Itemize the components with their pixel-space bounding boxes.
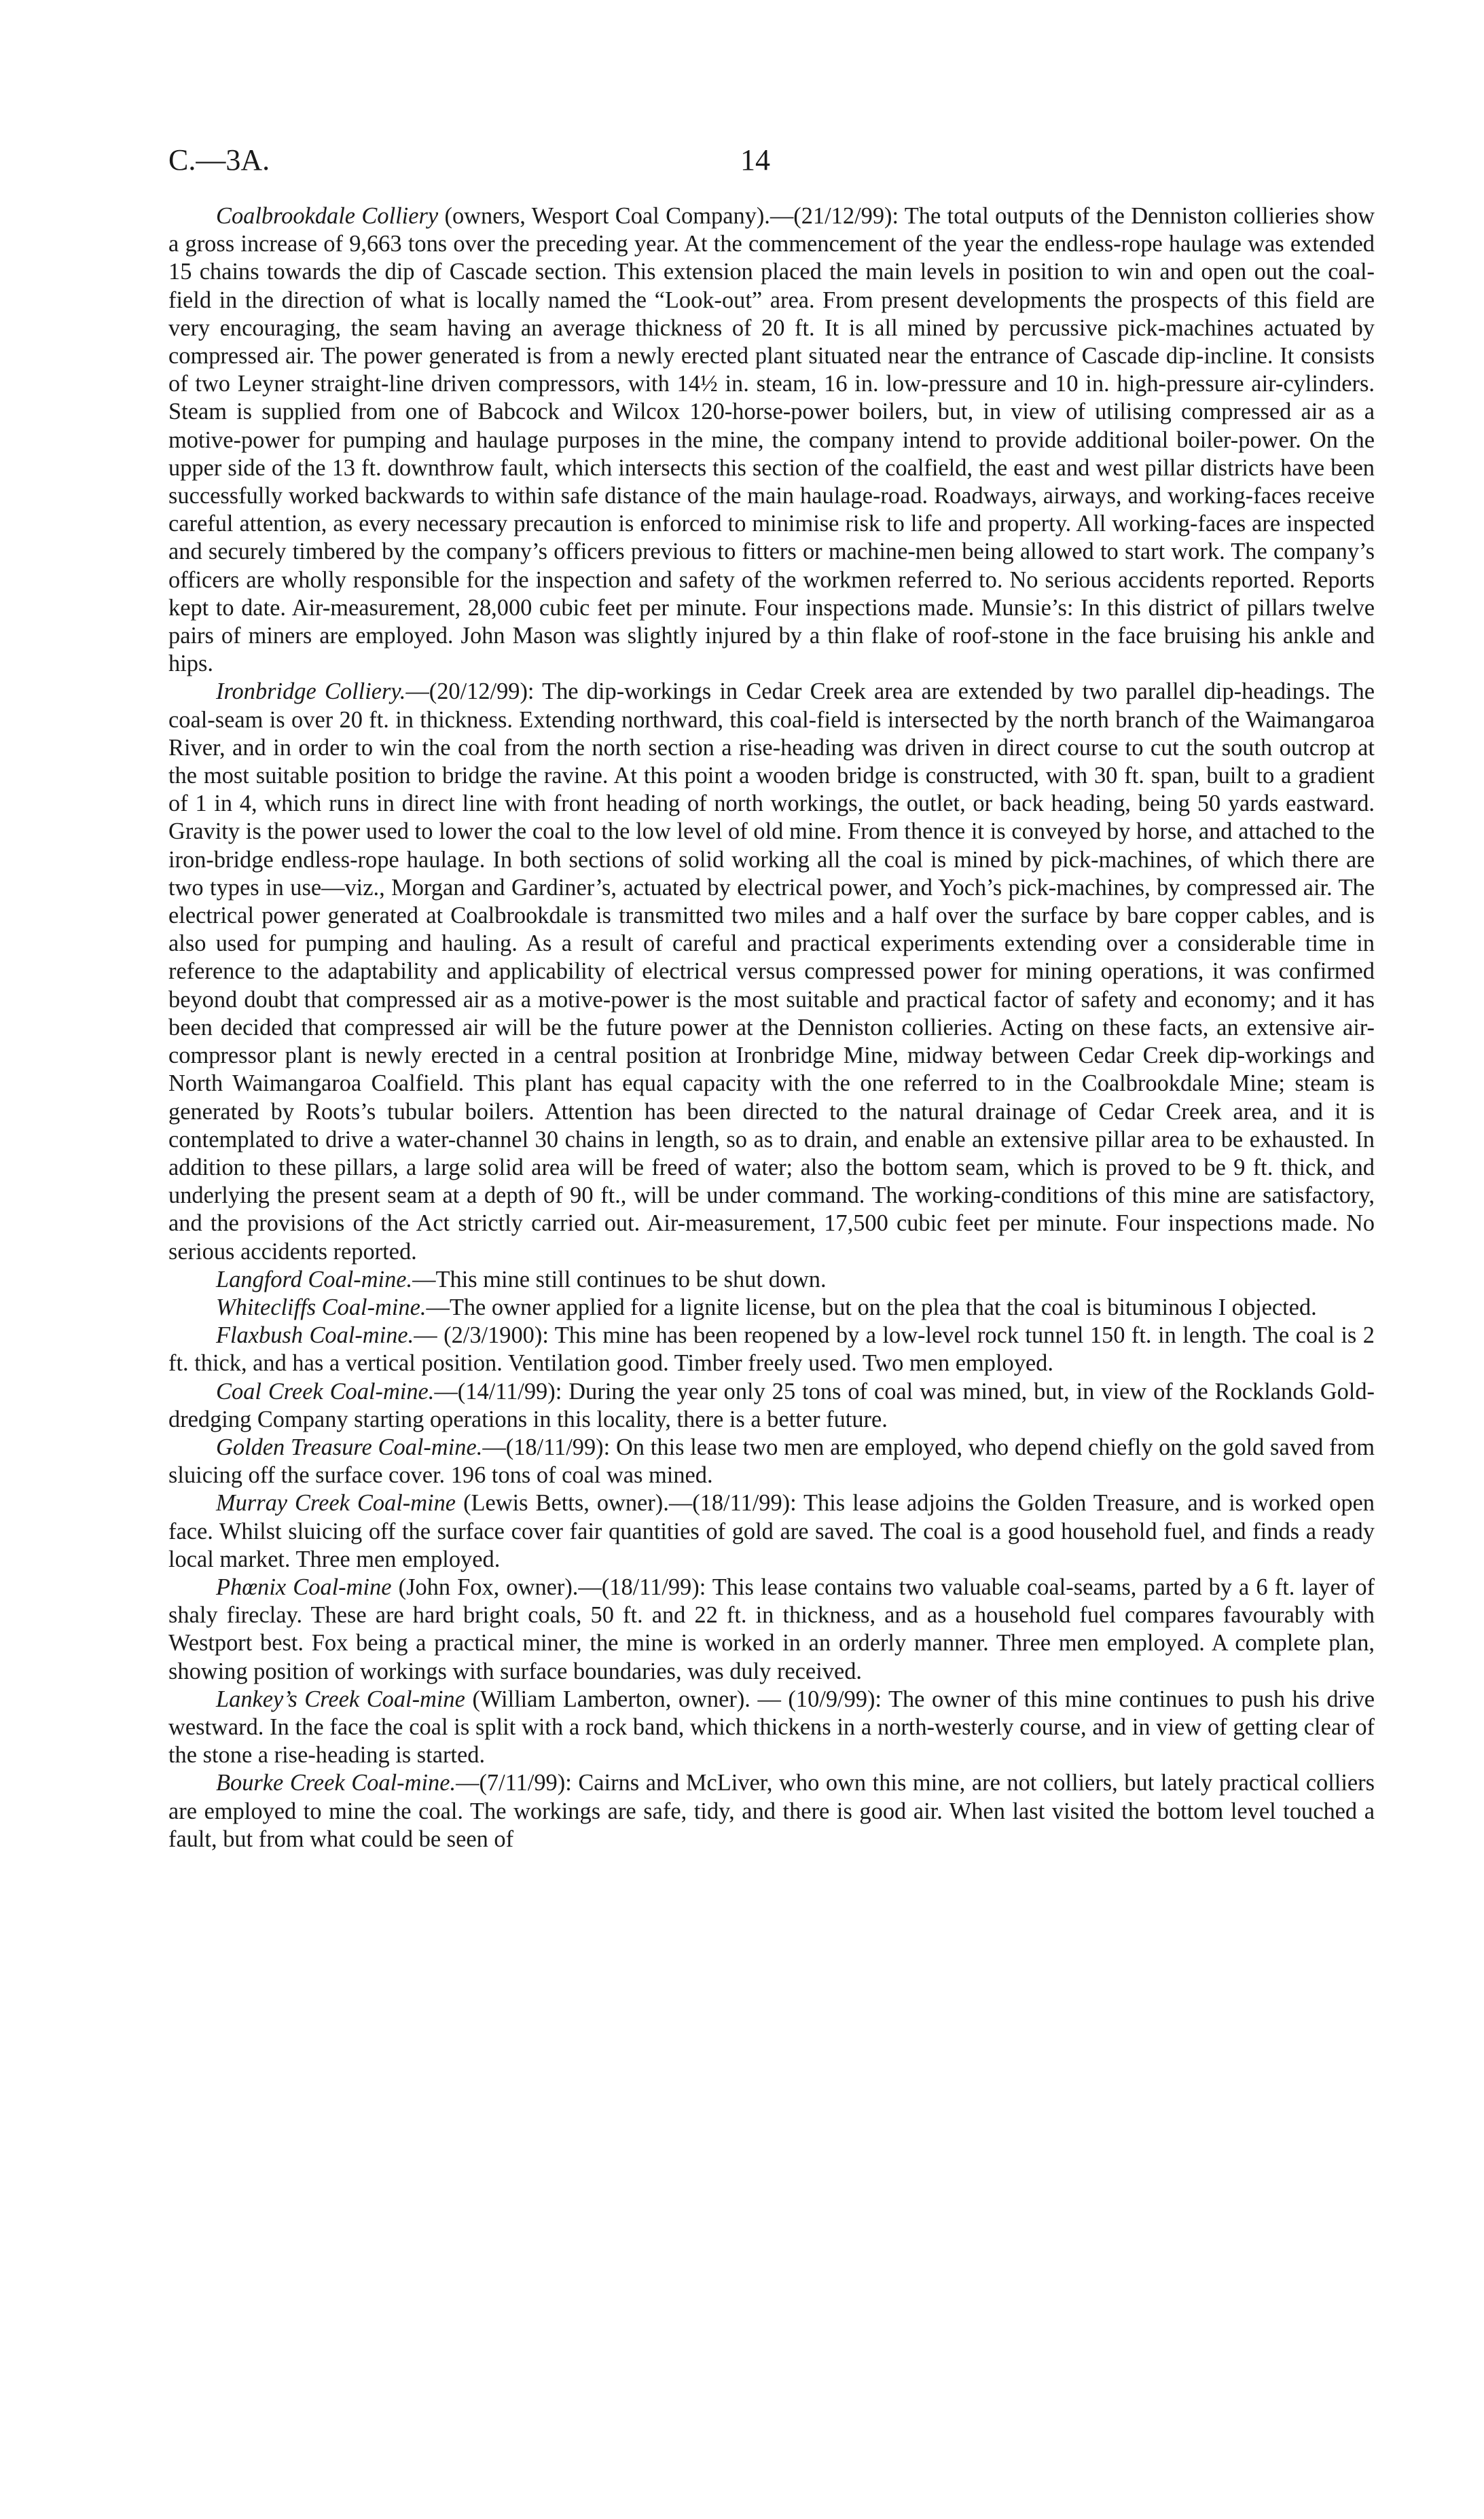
- paragraph-body: —This mine still continues to be shut down.: [412, 1266, 827, 1292]
- page-header: [168, 143, 1377, 183]
- page-number: 14: [740, 143, 770, 177]
- paragraph-coal-creek: [168, 1378, 1375, 1434]
- paragraph-body: (Lewis Betts, owner).—(18/11/99): This lease adjoins the Golden Treasure, and is worked open face. Whilst sluicing off the surface cover fair quantities of gold are saved. The coal is a good household fuel, and finds a ready local market. Three men employed.: [168, 1490, 1375, 1572]
- paragraph-title: Lankey’s Creek Coal-mine: [216, 1686, 465, 1712]
- paragraph-body: —(18/11/99): On this lease two men are employed, who depend chiefly on the gold saved from sluicing off the surface cover. 196 tons of coal was mined.: [168, 1434, 1375, 1489]
- paragraph-title: Golden Treasure Coal-mine.: [216, 1434, 483, 1460]
- paragraph-flaxbush: [168, 1322, 1375, 1377]
- paragraph-body: —The owner applied for a lignite license, but on the plea that the coal is bituminous I objected.: [426, 1294, 1317, 1320]
- document-code: C.—3A.: [168, 143, 270, 177]
- paragraph-phoenix: [168, 1574, 1375, 1686]
- paragraph-title: Bourke Creek Coal-mine.: [216, 1770, 456, 1796]
- paragraph-title: Murray Creek Coal-mine: [216, 1490, 456, 1517]
- paragraph-bourke-creek: [168, 1769, 1375, 1853]
- paragraph-title: Coal Creek Coal-mine.: [216, 1378, 435, 1405]
- paragraph-coalbrookdale: [168, 202, 1375, 678]
- paragraph-golden-treasure: [168, 1434, 1375, 1489]
- paragraph-body: (William Lamberton, owner). — (10/9/99): The owner of this mine continues to push his drive westward. In the face the coal is split with a rock band, which thickens in a north-westerly course, and in view of getting clear of the stone a rise-heading is started.: [168, 1686, 1375, 1769]
- paragraph-title: Phœnix Coal-mine: [216, 1574, 392, 1600]
- paragraph-lankeys-creek: [168, 1686, 1375, 1770]
- paragraph-body: —(20/12/99): The dip-workings in Cedar Creek area are extended by two parallel dip-headings. The coal-seam is over 20 ft. in thickness. Extending northward, this coal-field is intersected by the north branch of the Waimangaroa River, and in order to win the coal from the north section a rise-heading was driven in direct course to cut the south outcrop at the most suitable position to bridge the ravine. At this point a wooden bridge is constructed, with 30 ft. span, built to a gradient of 1 in 4, which runs in direct line with front heading of north workings, the outlet, or back heading, being 50 yards eastward. Gravity is the power used to lower the coal to the low level of old mine. From thence it is conveyed by horse, and attached to the iron-bridge endless-rope haulage. In both sections of solid working all the coal is mined by pick-machines, of which there are two types in use—viz., Morgan and Gardiner’s, actuated by electrical power, and Yoch’s pick-machines, by compressed air. The electrical power generated at Coalbrookdale is transmitted two miles and a half over the surface by bare copper cables, and is also used for pumping and hauling. As a result of careful and practical experiments extending over a considerable time in reference to the adaptability and applicability of electrical versus compressed power for mining operations, it was confirmed beyond doubt that compressed air as a motive-power is the most suitable and practical factor of safety and economy; and it has been decided that compressed air will be the future power at the Denniston collieries. Acting on these facts, an extensive air-compressor plant is newly erected in a central position at Ironbridge Mine, midway between Cedar Creek dip-workings and North Waimangaroa Coalfield. This plant has equal capacity with the one referred to in the Coalbrookdale Mine; steam is generated by Roots’s tubular boilers. Attention has been directed to the natural drainage of Cedar Creek area, and it is contemplated to drive a water-channel 30 chains in length, so as to drain, and enable an extensive pillar area to be exhausted. In addition to these pillars, a large solid area will be freed of water; also the bottom seam, which is proved to be 9 ft. thick, and underlying the present seam at a depth of 90 ft., will be under command. The working-conditions of this mine are satisfactory, and the provisions of the Act strictly carried out. Air-measurement, 17,500 cubic feet per minute. Four inspections made. No serious accidents reported.: [168, 678, 1375, 1265]
- paragraph-title: Whitecliffs Coal-mine.: [216, 1294, 427, 1320]
- paragraph-title: Ironbridge Colliery.: [216, 678, 406, 705]
- paragraph-langford: [168, 1266, 1375, 1294]
- paragraph-body: (owners, Wesport Coal Company).—(21/12/99): The total outputs of the Denniston collieries show a gross increase of 9,663 tons over the preceding year. At the commencement of the year the endless-rope haulage was extended 15 chains towards the dip of Cascade section. This extension placed the main levels in position to win and open out the coal-field in the direction of what is locally named the “Look-out” area. From present developments the prospects of this field are very encouraging, the seam having an average thickness of 20 ft. It is all mined by percussive pick-machines actuated by compressed air. The power generated is from a newly erected plant situated near the entrance of Cascade dip-incline. It consists of two Leyner straight-line driven compressors, with 14½ in. steam, 16 in. low-pressure and 10 in. high-pressure air-cylinders. Steam is supplied from one of Babcock and Wilcox 120-horse-power boilers, but, in view of utilising compressed air as a motive-power for pumping and haulage purposes in the mine, the company intend to provide additional boiler-power. On the upper side of the 13 ft. downthrow fault, which intersects this section of the coalfield, the east and west pillar districts have been successfully worked backwards to within safe distance of the main haulage-road. Roadways, airways, and working-faces receive careful attention, as every necessary precaution is enforced to minimise risk to life and property. All working-faces are inspected and securely timbered by the company’s officers previous to fitters or machine-men being allowed to start work. The company’s officers are wholly responsible for the inspection and safety of the workmen referred to. No serious accidents reported. Reports kept to date. Air-measurement, 28,000 cubic feet per minute. Four inspections made. Munsie’s: In this district of pillars twelve pairs of miners are employed. John Mason was slightly injured by a thin flake of roof-stone in the face bruising his ankle and hips.: [168, 203, 1375, 677]
- paragraph-body: —(7/11/99): Cairns and McLiver, who own this mine, are not colliers, but lately practical colliers are employed to mine the coal. The workings are safe, tidy, and there is good air. When last visited the bottom level touched a fault, but from what could be seen of: [168, 1770, 1375, 1852]
- body-text: [168, 202, 1375, 1853]
- paragraph-murray-creek: [168, 1489, 1375, 1574]
- paragraph-ironbridge: [168, 678, 1375, 1265]
- paragraph-title: Coalbrookdale Colliery: [216, 203, 439, 229]
- paragraph-title: Flaxbush Coal-mine.: [216, 1322, 414, 1349]
- paragraph-body: (John Fox, owner).—(18/11/99): This lease contains two valuable coal-seams, parted by a 6 ft. layer of shaly fireclay. These are hard bright coals, 50 ft. and 22 ft. in thickness, and as a household fuel compares favourably with Westport best. Fox being a practical miner, the mine is worked in an orderly manner. Three men employed. A complete plan, showing position of workings with surface boundaries, was duly received.: [168, 1574, 1375, 1684]
- paragraph-whitecliffs: [168, 1294, 1375, 1322]
- paragraph-body: — (2/3/1900): This mine has been reopened by a low-level rock tunnel 150 ft. in length. The coal is 2 ft. thick, and has a vertical position. Ventilation good. Timber freely used. Two men employed.: [168, 1322, 1375, 1377]
- paragraph-title: Langford Coal-mine.: [216, 1266, 413, 1292]
- paragraph-body: —(14/11/99): During the year only 25 tons of coal was mined, but, in view of the Rocklands Gold-dredging Company starting operations in this locality, there is a better future.: [168, 1378, 1375, 1432]
